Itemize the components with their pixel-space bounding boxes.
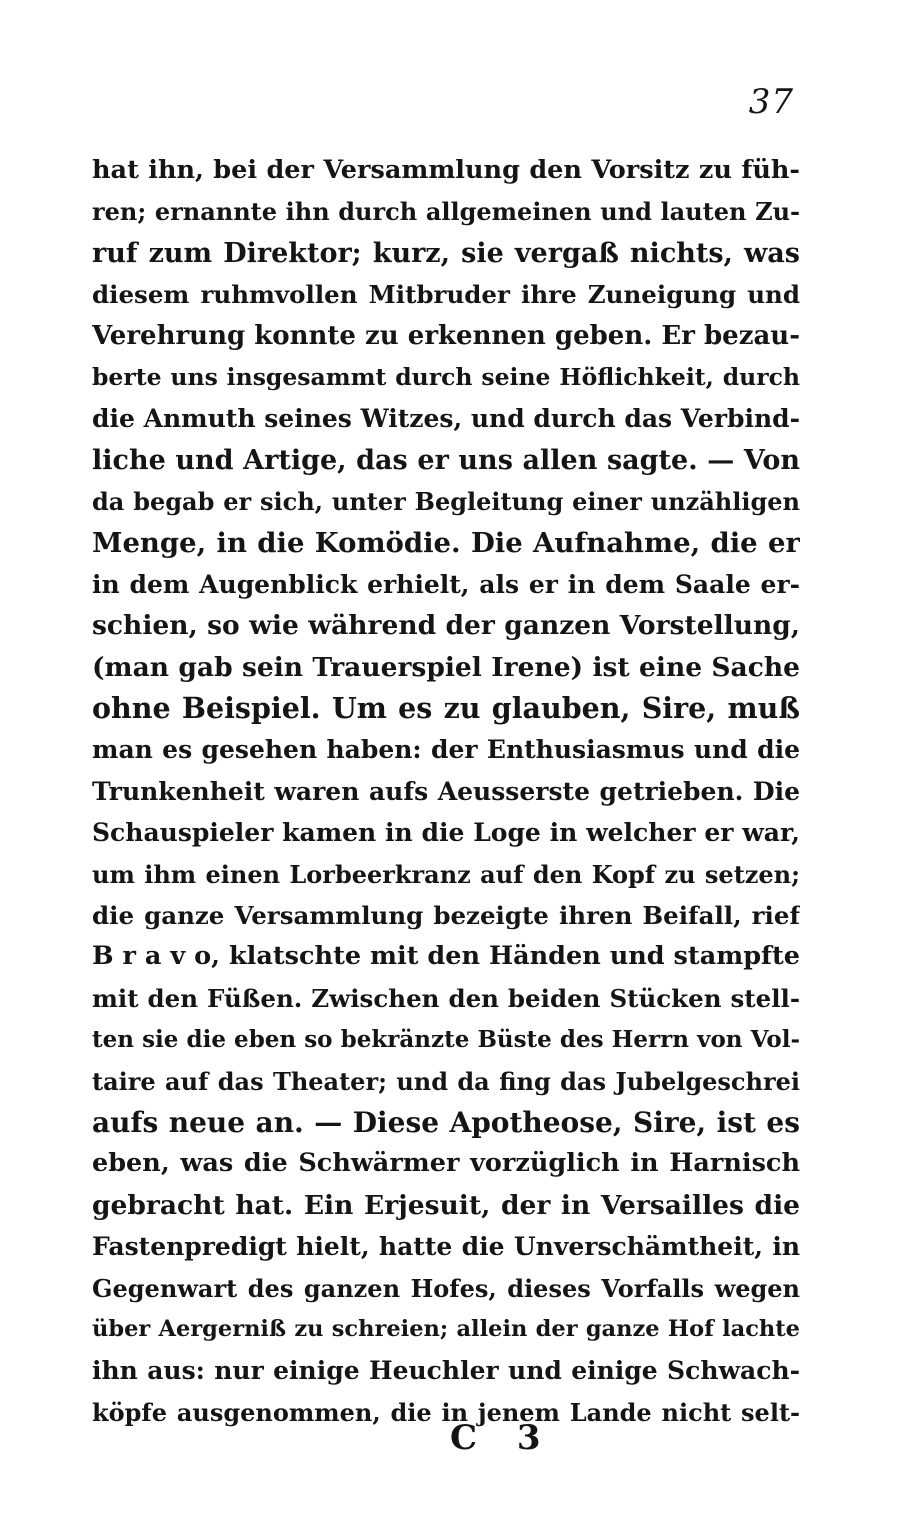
text-line: eben, was die Schwärmer vorzüglich in Harnisch — [92, 1148, 800, 1179]
text-line: liche und Artige, das er uns allen sagte. — Von — [92, 444, 800, 476]
text-line: schien, so wie während der ganzen Vorstellung, — [92, 610, 800, 642]
text-line: über Aergerniß zu schreien; allein der ganze Hof lachte — [92, 1315, 800, 1342]
text-line: ruf zum Direktor; kurz, sie vergaß nichts, was — [92, 237, 800, 269]
text-line: da begab er sich, unter Begleitung einer unzähligen — [92, 487, 800, 517]
body-text — [92, 150, 800, 1433]
page-number: 37 — [748, 82, 794, 122]
text-line: man es gesehen haben: der Enthusiasmus und die — [92, 735, 800, 765]
text-line: Gegenwart des ganzen Hofes, dieses Vorfalls wegen — [92, 1273, 800, 1303]
text-line: mit den Füßen. Zwischen den beiden Stücken stell- — [92, 983, 800, 1013]
text-line: ten sie die eben so bekränzte Büste des Herrn von Vol- — [92, 1026, 800, 1054]
text-line: Trunkenheit waren aufs Aeusserste getrieben. Die — [92, 776, 800, 806]
text-line: hat ihn, bei der Versammlung den Vorsitz zu füh- — [92, 155, 800, 185]
text-line: ihn aus: nur einige Heuchler und einige Schwach- — [92, 1356, 800, 1386]
text-line: taire auf das Theater; und da fing das Jubelgeschrei — [92, 1066, 800, 1096]
text-line: diesem ruhmvollen Mitbruder ihre Zuneigung und — [92, 280, 800, 310]
text-line: aufs neue an. — Diese Apotheose, Sire, ist es — [92, 1105, 800, 1139]
text-line: die ganze Versammlung bezeigte ihren Beifall, rief — [92, 901, 800, 931]
text-line: (man gab sein Trauerspiel Irene) ist eine Sache — [92, 651, 800, 683]
text-line: Verehrung konnte zu erkennen geben. Er bezau- — [92, 320, 800, 351]
text-line: köpfe ausgenommen, die in jenem Lande nicht selt- — [92, 1397, 800, 1427]
text-line: gebracht hat. Ein Erjesuit, der in Versailles die — [92, 1189, 800, 1221]
text-line: Menge, in die Komödie. Die Aufnahme, die er — [92, 526, 800, 559]
text-line: ren; ernannte ihn durch allgemeinen und lauten Zu- — [92, 197, 800, 227]
text-line: in dem Augenblick erhielt, als er in dem Saale er- — [92, 569, 800, 599]
text-line: um ihm einen Lorbeerkranz auf den Kopf zu setzen; — [92, 859, 800, 889]
text-line: die Anmuth seines Witzes, und durch das Verbind- — [92, 404, 800, 434]
text-line: Schauspieler kamen in die Loge in welcher er war, — [92, 818, 800, 848]
text-line: B r a v o, klatschte mit den Händen und stampfte — [92, 941, 800, 972]
text-line: ohne Beispiel. Um es zu glauben, Sire, muß — [92, 691, 800, 726]
text-line: Fastenpredigt hielt, hatte die Unverschämtheit, in — [92, 1232, 800, 1262]
signature-mark: C 3 — [450, 1418, 555, 1458]
text-line: berte uns insgesammt durch seine Höflichkeit, durch — [92, 362, 800, 391]
